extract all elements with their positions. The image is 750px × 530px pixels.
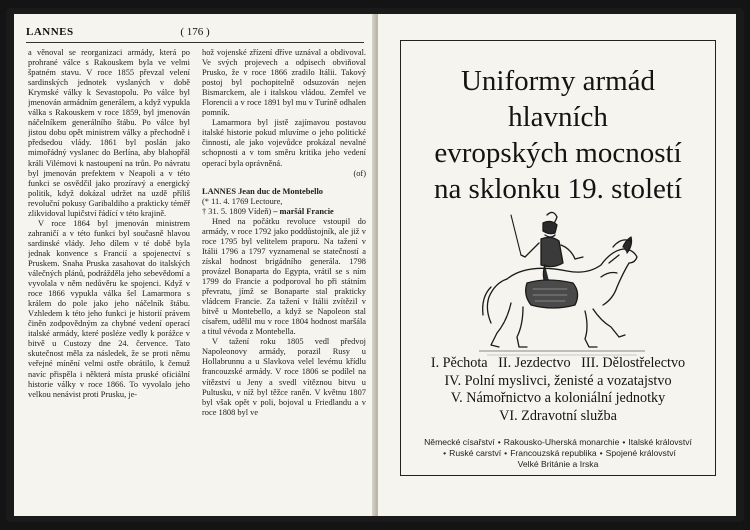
bullet-icon: • (622, 437, 626, 447)
branch-item: III. Dělostřelectvo (581, 355, 686, 371)
bullet-icon: • (497, 437, 501, 447)
country-item: Spojené království (605, 448, 676, 459)
branch-line: IV. Polní myslivci, ženisté a vozatajstvo (444, 372, 672, 389)
country-item: Francouzská republika (510, 448, 597, 459)
entry-born: (* 11. 4. 1769 Lectoure, (202, 196, 283, 206)
bullet-icon: • (504, 448, 508, 459)
country-item: Ruské carství (449, 448, 502, 459)
branch-line: V. Námořnictvo a koloniální jednotky (450, 390, 666, 406)
branch-item: I. Pěchota (430, 355, 488, 371)
book-title (401, 63, 715, 207)
bullet-icon: • (443, 448, 447, 459)
paragraph: Hned na počátku revoluce vstoupil do armády, v roce 1792 jako poddůstojník, ale již v roce 1795 byl velitelem praporu. Na tažení v Itálii 1796 a 1797 vyznamenal se statečností a získal hodnost brigádního generála. 1798 provázel Bonaparta do Egypta, vrátil se s ním 1799 do Francie a podporoval ho při státním převratu, jímž se Bonaparte stal prakticky vládcem Francie. Za tažení v Itálii zvítězil v bitvě u Montebello, a když se Napoleon stal císařem, udělil mu v roce 1804 hodnost maršála a titul vévoda z Montebella. (202, 216, 366, 337)
title-line: na sklonku 19. století (433, 173, 683, 205)
country-line (401, 437, 715, 448)
paragraph: Lamarmora byl jistě zajímavou postavou italské historie pokud mluvíme o jeho politické činnosti, ale jako vojevůdce prokázal nevalné schopnosti a v tom směru kritika jeho vedení operací byla oprávněná. (202, 118, 366, 168)
paragraph: V roce 1864 byl jmenován ministrem zahraničí a v této funkci byl současně hlavou sardinské vlády. Jeho dílem v té době byla jednak konvence s Francií a spojenectví s Pruskem. Snaha Pruska zasahovat do italských válečných plánů, podrážděla jeho sebevědomí a vyvolala v něm nedůvěru ke spojenci. Když v roce 1866 vypukla válka šel Lamarmora s králem do pole jako jeho náčelník štábu. Vzhledem k této jeho funkci je historií právem činěn zodpovědným za chybné vedení operací italské armády, které posléze vedly k porážce v bitvě u Custozy dne 24. července. Tato skutečnost měla za následek, že se proti němu veřejné mínění velmi ostře obrátilo, k čemuž navíc přispěla i některá místa pruské oficiální historie války v roce 1866. To vyvolalo jeho velkou nenávist proti Prusku, je- (28, 218, 190, 399)
country-line (401, 448, 715, 459)
page-number: ( 176 ) (180, 26, 210, 38)
mounted-cavalryman-illustration (477, 209, 647, 361)
title-line: Uniformy armád (460, 65, 656, 97)
paragraph: a věnoval se reorganizaci armády, která po prohrané válce s Rakouskem byla ve velmi špatném stavu. V roce 1855 převzal velení sardinských jednotek vyslaných v době Krymské války k Sevastopolu. Po válce byl jmenován armádním generálem, a když vypukla válka s Rakouskem v roce 1859, byl jmenován náčelníkem generálního štábu. Po válce byl jistou dobu opět ministrem války a přechodně i předsedou vlády. 1861 byl poslán jako mimořádný vyslanec do Berlína, aby blahopřál králi Vilémovi k nastoupení na trůn. Po návratu byl jmenován prefektem v Neapoli a v této funkci se osvědčil jako prozíravý a energický politik, když dokázal udržet na uzdě příliš revoluční pokusy Garibaldiho a prakticky téměř zlikvidoval lupičství řádící v této krajině. (28, 48, 190, 218)
branch-item: II. Jezdectvo (498, 355, 571, 371)
author-signature: (of) (353, 168, 366, 178)
entry-heading (202, 187, 366, 217)
paragraph: V tažení roku 1805 vedl předvoj Napoleonovy armády, porazil Rusy u Hollabrunnu a u Slavkova velel levému křídlu francouzské armády. V roce 1806 se podílel na vítězství u Jeny a svedl vítěznou bitvu u Pultusku, v níž byl těžce raněn. V květnu 1807 byl však opět v poli, bojoval u Friedlandu a v roce 1808 byl ve (202, 337, 366, 417)
branch-list (401, 355, 715, 425)
entry-rank: – maršál Francie (273, 206, 334, 216)
branch-line: VI. Zdravotní služba (499, 407, 617, 424)
bullet-icon: • (599, 448, 603, 459)
running-head-title: LANNES (26, 26, 74, 38)
country-item: Italské království (628, 437, 692, 447)
open-book (6, 8, 744, 522)
title-line: hlavních (508, 101, 608, 133)
entry-name: LANNES Jean duc de Montebello (202, 186, 323, 196)
title-line: evropských mocností (434, 137, 682, 169)
left-page (14, 14, 377, 516)
country-item: Rakousko-Uherská monarchie (503, 437, 620, 447)
text-column-2 (202, 48, 366, 508)
branch-line (401, 355, 715, 373)
country-line: Velké Británie a Irska (517, 459, 599, 470)
entry-died: † 31. 5. 1809 Vídeň) (202, 206, 272, 216)
country-item: Německé císařství (424, 437, 495, 447)
country-list (401, 437, 715, 471)
running-head (26, 24, 364, 43)
title-frame (400, 40, 716, 476)
right-page (378, 14, 736, 516)
paragraph: hož vojenské zřízení dříve uznával a obdivoval. Ve svých projevech a odpisech obviňoval Prusko, že v roce 1866 zradilo Itálii. Takový postoj byl pochopitelně odsuzován nejen Bismarckem, ale i italskou vládou. Zemřel ve Florencii a v roce 1891 byl mu v Turíně odhalen pomník. (202, 48, 366, 118)
text-column-1 (28, 48, 190, 508)
